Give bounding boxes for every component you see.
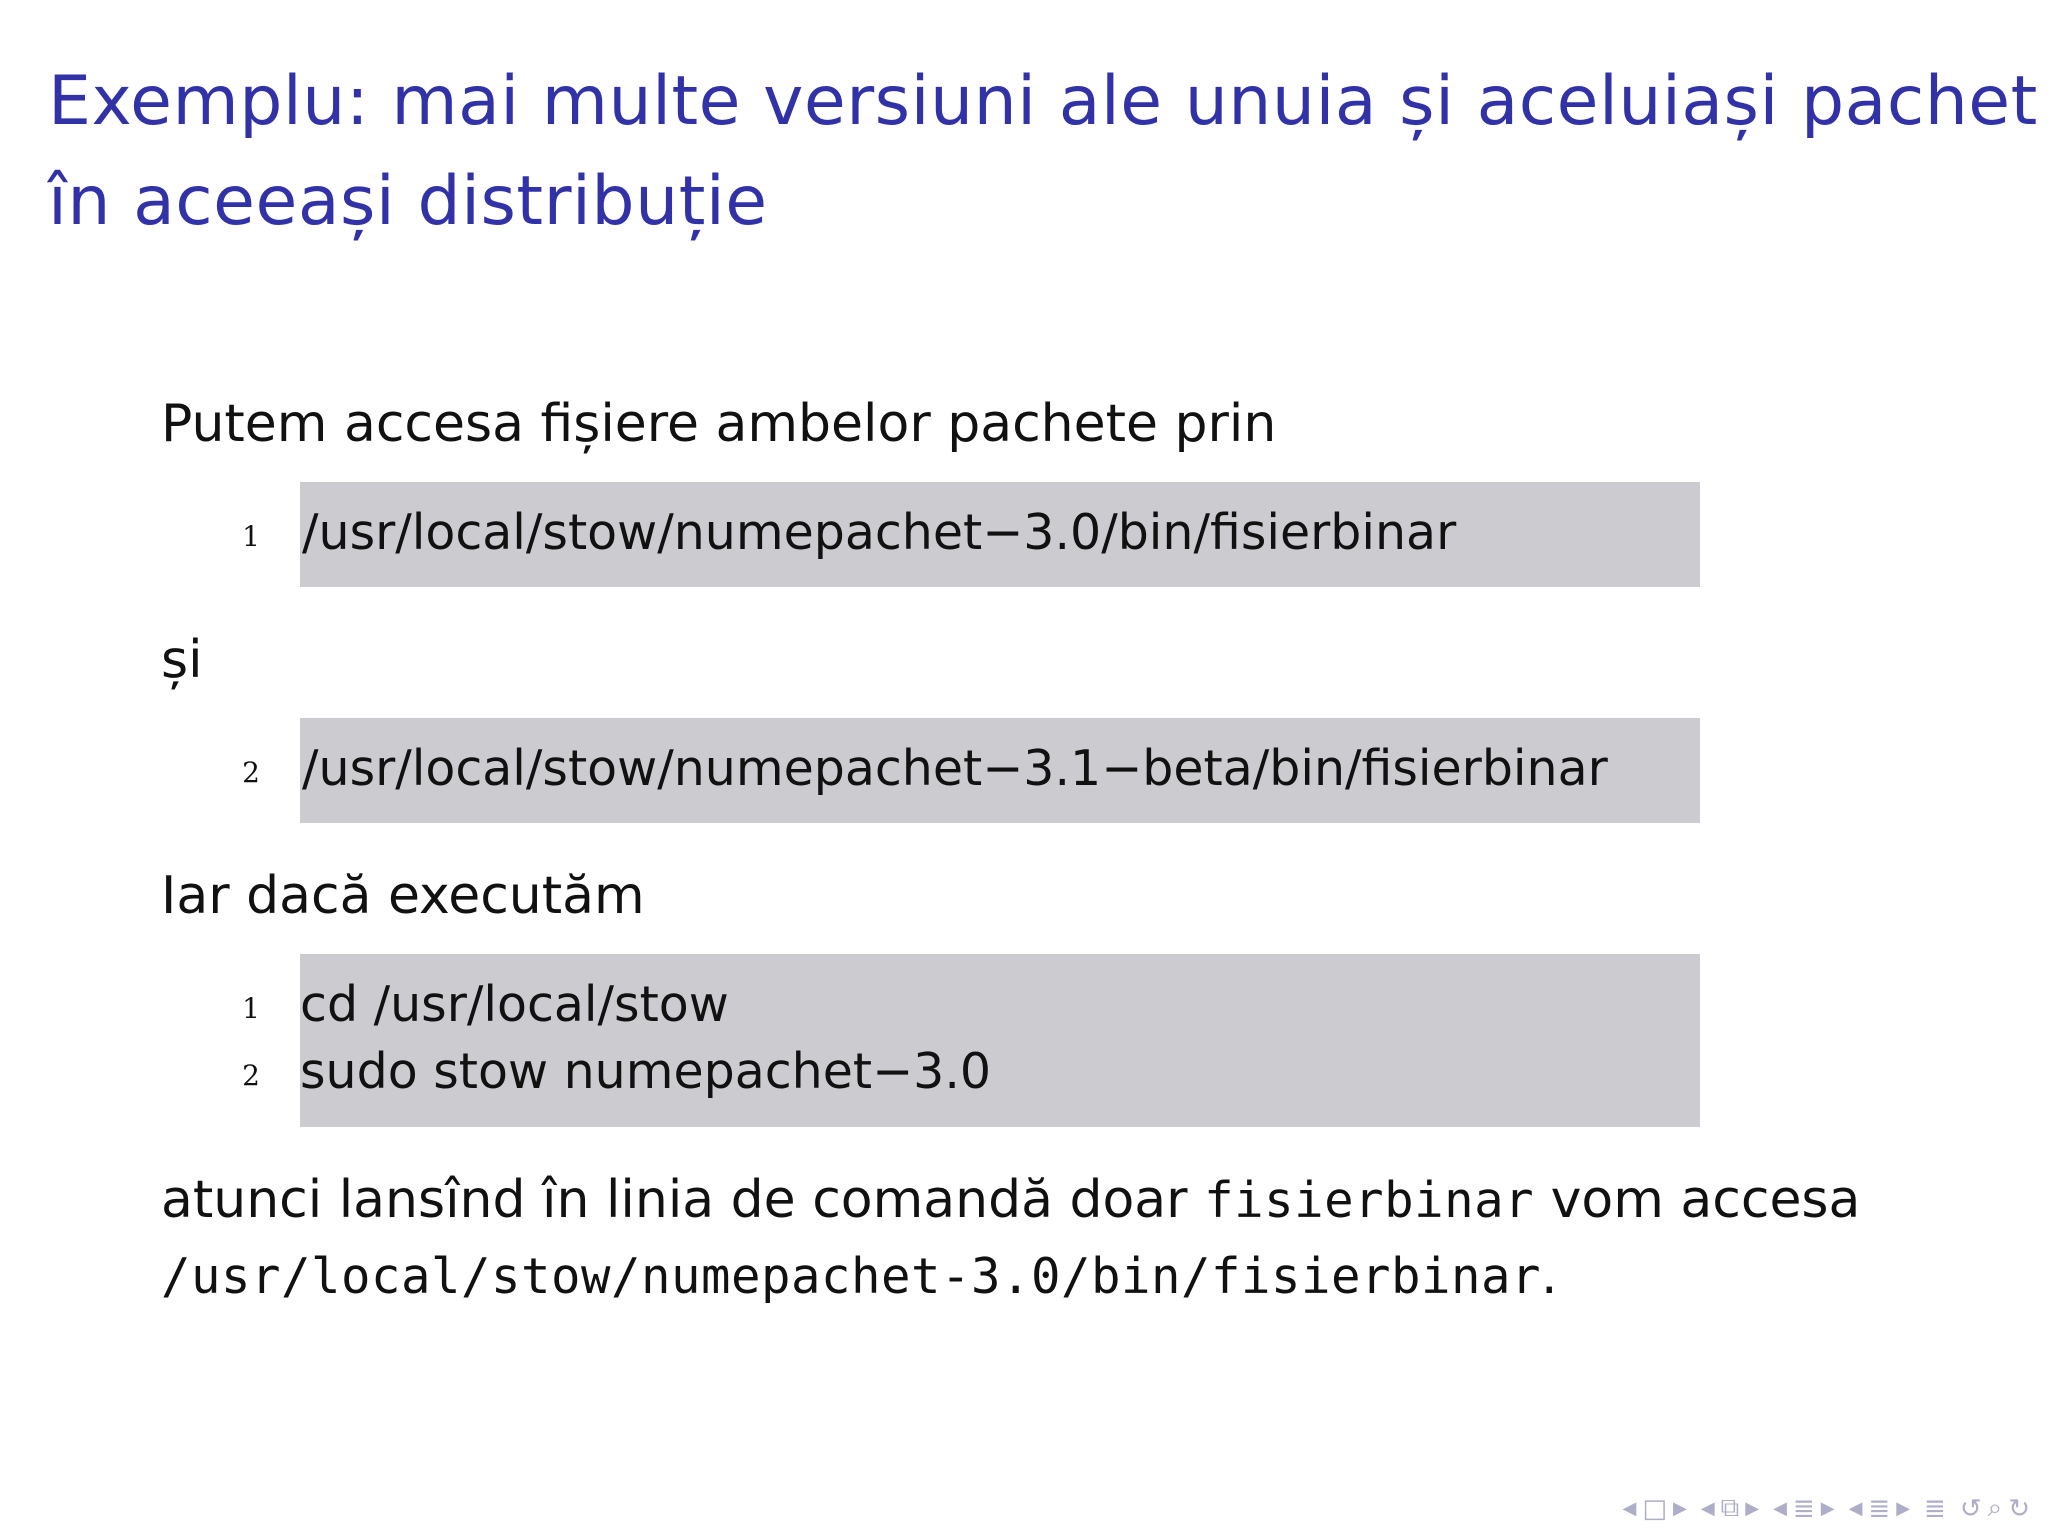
code-block-3: [242, 954, 1700, 1127]
if-run-text: Iar dacă executăm: [161, 866, 645, 926]
title-line-1: Exemplu: mai multe versiuni ale unuia și aceluiași pachet: [48, 62, 2038, 141]
code-line: sudo stow numepachet−3.0: [300, 1043, 992, 1100]
line-number: 1: [242, 992, 260, 1025]
period: .: [1541, 1246, 1558, 1306]
beamer-navigation: [1623, 1493, 2030, 1524]
conclusion-line-1: [161, 1170, 1860, 1231]
conclusion-line-2: [161, 1246, 1558, 1307]
code-block-1: [242, 482, 1700, 587]
title-line-2: în aceeași distribuție: [48, 162, 768, 241]
line-number: 2: [242, 1059, 260, 1092]
code-line: /usr/local/stow/numepachet−3.1−beta/bin/fisierbinar: [302, 740, 1608, 797]
code-line: cd /usr/local/stow: [300, 976, 729, 1033]
nav-slide-icon[interactable]: ◀ ≣ ▶: [1848, 1493, 1911, 1524]
nav-subsection-icon[interactable]: ◀ ⧉ ▶: [1700, 1493, 1760, 1523]
nav-frame-icon[interactable]: ◀ □ ▶: [1622, 1493, 1687, 1524]
conclusion-text: vom accesa: [1534, 1170, 1861, 1230]
binary-path: /usr/local/stow/numepachet-3.0/bin/fisierbinar: [161, 1248, 1542, 1305]
code-line: /usr/local/stow/numepachet−3.0/bin/fisierbinar: [302, 504, 1457, 561]
command-name: fisierbinar: [1204, 1172, 1535, 1229]
code-block-2: [242, 718, 1700, 823]
slide-title: [48, 52, 2038, 252]
line-number: 1: [242, 520, 260, 553]
and-text: și: [161, 630, 203, 690]
nav-section-icon[interactable]: ◀ ≣ ▶: [1773, 1493, 1835, 1524]
intro-text: Putem accesa fișiere ambelor pachete prin: [161, 394, 1277, 454]
nav-search-icon[interactable]: ↺ ⌕ ↻: [1959, 1493, 2030, 1524]
line-number: 2: [242, 756, 260, 789]
nav-toc-icon[interactable]: ≣: [1924, 1493, 1946, 1524]
conclusion-text: atunci lansînd în linia de comandă doar: [161, 1170, 1205, 1230]
